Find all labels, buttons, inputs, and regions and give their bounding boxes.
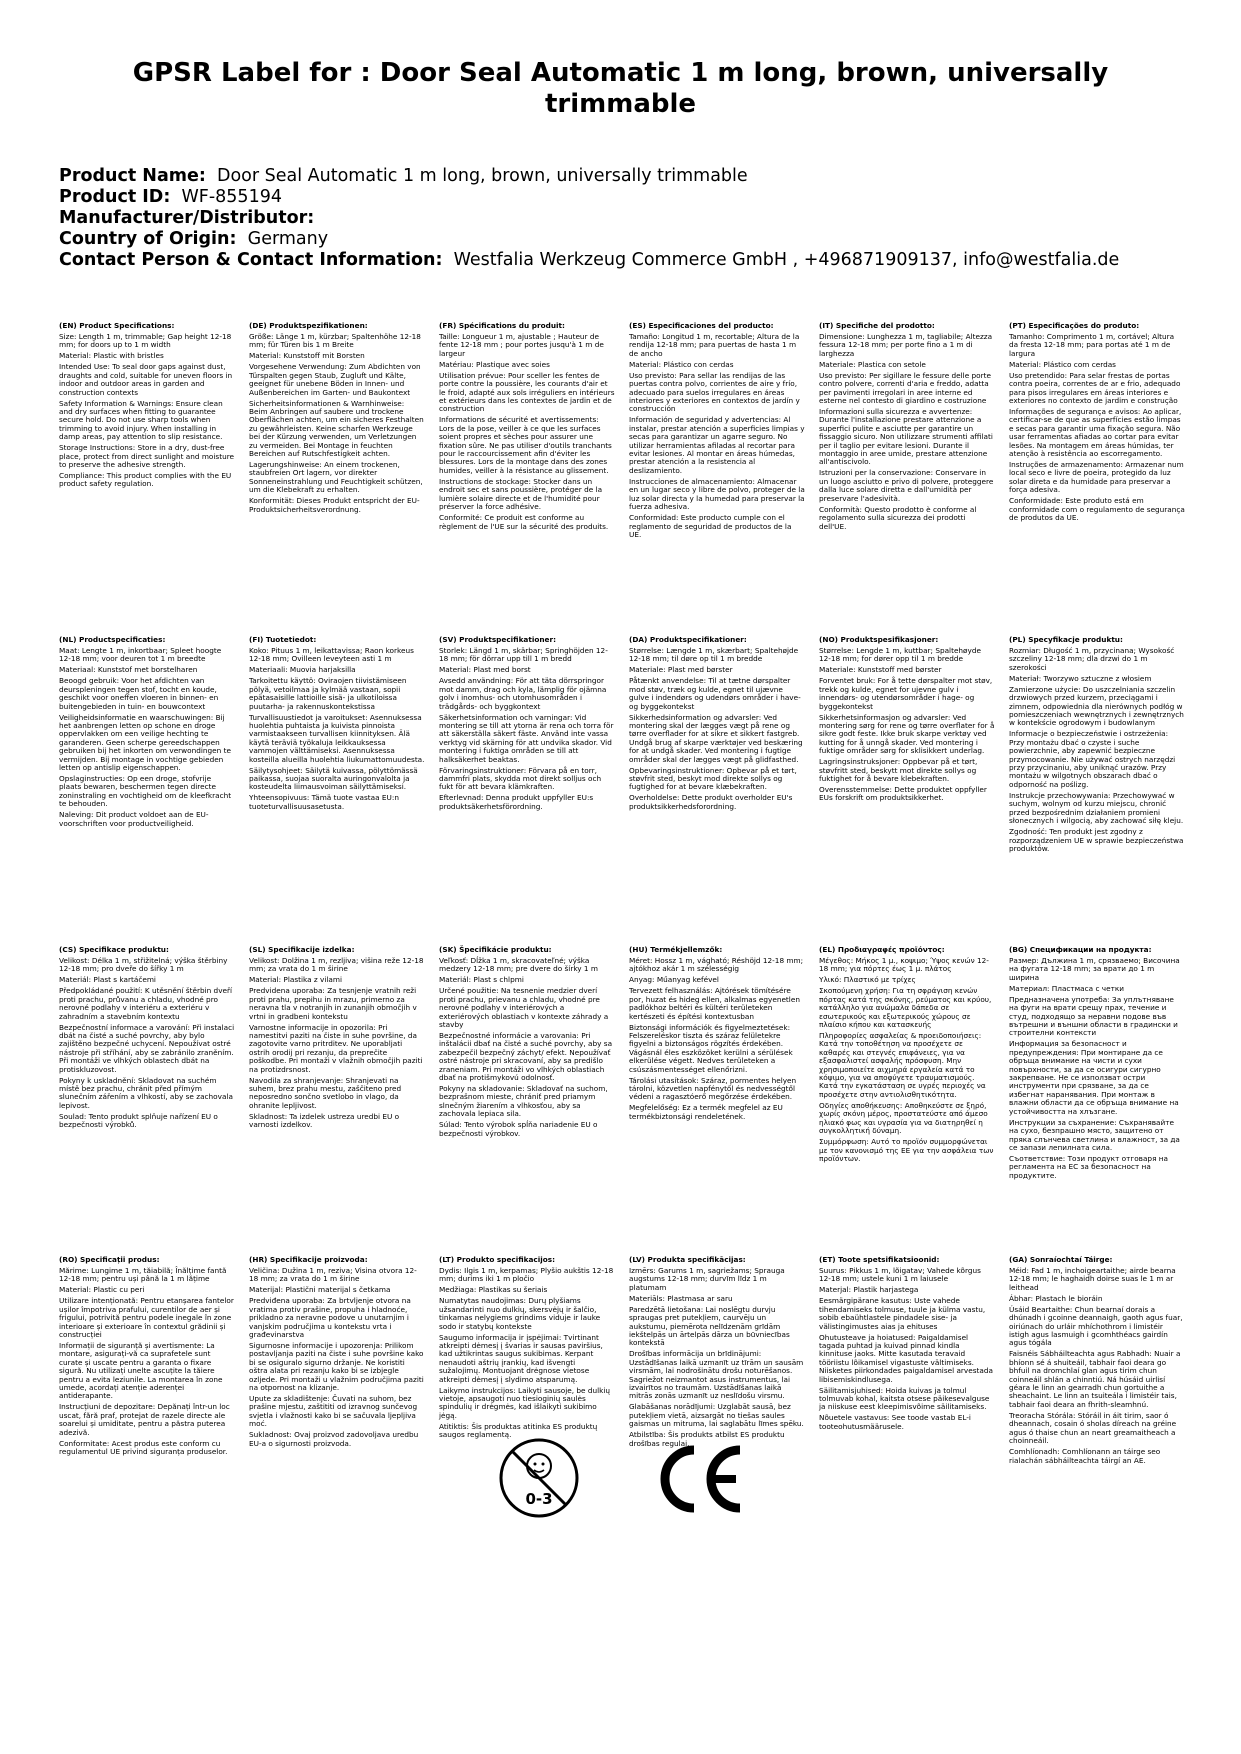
section-paragraph: Tervezett felhasználás: Ajtórések tömítésére por, huzat és hideg ellen, alkalmas egyenetlen padlókhoz beltéri és kültéri területeken kertészeti és építési kontextusban: [629, 986, 800, 1021]
section-paragraph: Súlad: Tento výrobok spĺňa nariadenie EU o bezpečnosti výrobkov.: [439, 1120, 598, 1138]
product-name-row: [59, 166, 1199, 187]
section-paragraph: Material: Plast med borst: [439, 665, 531, 675]
age-warning-0-3-icon: [497, 1430, 581, 1526]
language-section: [249, 322, 425, 517]
language-section: [629, 946, 805, 1124]
section-paragraph: Skladnost: Ta izdelek ustreza uredbi EU o varnosti izdelkov.: [249, 1111, 400, 1130]
section-paragraph: Megfelelőség: Ez a termék megfelel az EU termékbiztonsági rendeletének.: [629, 1103, 783, 1121]
section-heading: (HR) Specifikacije proizvoda:: [249, 1255, 368, 1264]
section-heading: (LV) Produkta specifikācijas:: [629, 1255, 746, 1264]
section-paragraph: Koko: Pituus 1 m, leikattavissa; Raon korkeus 12-18 mm; Ovilleen leveyteen asti 1 m: [249, 646, 414, 664]
section-paragraph: Faisnéis Sábháilteachta agus Rabhadh: Nuair a bhíonn sé á shuiteáil, tabhair faoi deara go bhfuil na dromchlaí glan agus tirim chun coinneáil shlán a chinntiú. Ná húsáid uirlisí géara le linn an gearradh chun gortuithe a sheachaint. Le linn an tsuiteála i limistéir tais, tabhair faoi deara an fhrith-sleamhnú.: [1009, 1349, 1181, 1409]
section-paragraph: Compliance: This product complies with the EU product safety regulation.: [59, 471, 232, 489]
info-label: Product Name:: [59, 166, 206, 186]
language-section: [819, 636, 995, 805]
section-paragraph: Informazioni sulla sicurezza e avvertenze: Durante l'installazione prestare attenzione a superfici pulite e asciutte per garantire un fissaggio sicuro. Non utilizzare strumenti affilati per il taglio per evitare lesioni. Durante il montaggio in aree umide, prestare attenzione all'antiscivolo.: [819, 407, 993, 467]
section-paragraph: Safety Information & Warnings: Ensure clean and dry surfaces when fitting to guarantee secure hold. Do not use sharp tools when trimming to avoid injury. When installing in damp areas, pay attention to slip resistance.: [59, 398, 223, 442]
section-paragraph: Predvidena uporaba: Za tesnjenje vratnih reži proti prahu, prepihu in mrazu, primerno za neravna tla v notranjih in zunanjih območjih v vrtni in gradbeni kontekstu: [249, 986, 417, 1021]
language-section: [249, 1256, 425, 1451]
section-paragraph: Størrelse: Lengde 1 m, kuttbar; Spaltehøyde 12-18 mm; for dører opp til 1 m bredde: [819, 646, 981, 664]
section-paragraph: Overensstemmelse: Dette produktet oppfyller EUs forskrift om produktsikkerhet.: [819, 785, 987, 803]
section-heading: (EN) Product Specifications:: [59, 321, 175, 330]
language-section: [439, 946, 615, 1141]
section-paragraph: Efterlevnad: Denna produkt uppfyller EU:s produktsäkerhetsförordning.: [439, 793, 594, 811]
section-paragraph: Sicherheitsinformationen & Warnhinweise: Beim Anbringen auf saubere und trockene Oberflächen achten, um ein sicheres Festhalten zu gewährleisten. Keine scharfen Werkzeuge bei der Kürzung verwenden, um Verletzungen zu vermeiden. Bei Montage in feuchten Bereichen auf Rutschfestigkeit achten.: [249, 398, 424, 459]
section-paragraph: Material: Plástico con cerdas: [629, 359, 734, 369]
section-paragraph: Sigurnosne informacije i upozorenja: Prilikom postavljanja paziti na čiste i suhe površine kako bi se osiguralo sigurno držanje. Ne koristiti oštra alata pri rezanju kako bi se izbjegle ozljede. Pri montaži u vlažnim područjima paziti na otpornost na klizanje.: [249, 1341, 424, 1393]
section-paragraph: Размер: Дължина 1 m, срязваемо; Височина на фугата 12-18 mm; за врати до 1 m ширина: [1009, 956, 1180, 982]
section-paragraph: Maat: Lengte 1 m, inkortbaar; Spleet hoogte 12-18 mm; voor deuren tot 1 m breedte: [59, 646, 222, 664]
section-paragraph: Utilisation prévue: Pour sceller les fentes de porte contre la poussière, les courants d'air et le froid, adapté aux sols irréguliers en intérieurs et extérieurs dans les contextes de jardin et de construction: [439, 370, 615, 414]
section-paragraph: Materjal: Plastik harjastega: [819, 1285, 919, 1295]
product-id-row: [59, 187, 1199, 208]
section-paragraph: Comhlíonadh: Comhlíonann an táirge seo rialachán sábháilteachta táirgí an AE.: [1009, 1447, 1161, 1465]
section-paragraph: Naleving: Dit product voldoet aan de EU-voorschriften voor productveiligheid.: [59, 810, 209, 828]
language-section: [819, 946, 995, 1166]
section-heading: (PT) Especificações do produto:: [1009, 321, 1140, 330]
section-paragraph: Size: Length 1 m, trimmable; Gap height 12-18 mm; for doors up to 1 m width: [59, 332, 232, 350]
info-value: Door Seal Automatic 1 m long, brown, universally trimmable: [217, 166, 748, 186]
section-paragraph: Numatytas naudojimas: Durų plyšiams užsandarinti nuo dulkių, skersvėjų ir šalčio, tinkamas nelygiems grindims viduje ir lauke sodo ir statybų kontekste: [439, 1296, 601, 1331]
section-paragraph: Συμμόρφωση: Αυτό το προϊόν συμμορφώνεται με τον κανονισμό της ΕΕ για την ασφάλεια των προϊόντων.: [819, 1137, 994, 1163]
ce-mark-icon: [656, 1444, 746, 1514]
section-paragraph: Úsáid Beartaithe: Chun bearnaí dorais a dhúnadh i gcoinne deannaigh, gaoth agus fuar, oiriúnach do urláir mhíchothrom i limistéir istigh agus lasmuigh i gcomhthéacs gairdín agus tógála: [1009, 1304, 1183, 1348]
section-paragraph: Yhteensopivuus: Tämä tuote vastaa EU:n tuoteturvallisuusasetusta.: [249, 793, 399, 811]
section-paragraph: Съответствие: Този продукт отговаря на регламента на ЕС за безопасност на продуктите.: [1009, 1153, 1169, 1180]
section-heading: (CS) Specifikace produktu:: [59, 945, 169, 954]
language-section: [1009, 322, 1185, 525]
section-paragraph: Zamierzone użycie: Do uszczelniania szczelin drzwiowych przed kurzem, przeciągami i zimnem, odpowiednia dla nierównych podłóg w pomieszczeniach wewnętrznych i zewnętrznych w kontekście ogrodowym i budowlanym: [1009, 684, 1184, 728]
section-paragraph: Πληροφορίες ασφαλείας & προειδοποιήσεις: Κατά την τοποθέτηση να προσέχετε σε καθαρές και στεγνές επιφάνειες, για να εξασφαλιστεί ασφαλής πρόσφυση. Μην χρησιμοποιείτε αιχμηρά εργαλεία κατά το κόψιμο, για να αποφύγετε τραυματισμούς. Κατά την εγκατάσταση σε υγρές περιοχές να προσέχετε στην αντιολισθητικότητα.: [819, 1031, 986, 1099]
product-info: [59, 166, 1199, 271]
section-paragraph: Informații de siguranță și avertismente: La montare, asigurați-vă ca suprafetele sunt curate și uscate pentru a garanta o fixare sigură. Nu utilizați unelte ascuțite la tăiere pentru a evita leziunile. La montarea în zone umede, acordați atenție aderenței antiderapante.: [59, 1341, 223, 1401]
section-paragraph: Størrelse: Længde 1 m, skærbart; Spaltehøjde 12-18 mm; til døre op til 1 m bredde: [629, 646, 799, 664]
section-paragraph: Izmērs: Garums 1 m, sagriežams; Sprauga augstums 12-18 mm; durvīm līdz 1 m platumam: [629, 1266, 785, 1292]
section-paragraph: Предназначена употреба: За уплътняване на фуги на врати срещу прах, течение и студ, подходящо за неравни подове във вътрешни и външни области в градински и строителни контексти: [1009, 994, 1178, 1038]
section-heading: (LT) Produkto specifikacijos:: [439, 1255, 556, 1264]
country-row: [59, 229, 1199, 250]
age-label: 0-3: [525, 1490, 553, 1508]
section-paragraph: Saugumo informacija ir įspėjimai: Tvirtinant atkreipti dėmesį į švarias ir sausas paviršius, kad užtikrintas saugus sukibimas. Kerpant nenaudoti aštrių įrankių, kad išvengti sužalojimų. Montuojant drėgnose vietose atkreipti dėmesį į slydimo atsparumą.: [439, 1332, 603, 1384]
section-paragraph: Materiāls: Plastmasa ar saru: [629, 1293, 733, 1303]
section-paragraph: Instrukcje przechowywania: Przechowywać w suchym, wolnym od kurzu miejscu, chronić przed bezpośrednim działaniem promieni słonecznych i wilgocią, aby zachować siłę kleju.: [1009, 790, 1184, 826]
section-heading: (NL) Productspecificaties:: [59, 635, 166, 644]
section-paragraph: Varnostne informacije in opozorila: Pri namestitvi paziti na čiste in suhe površine, da zagotovite varno pritrditev. Ne uporabljati ostrih orodij pri rezanju, da preprečite poškodbe. Pri montaži v vlažnih območjih paziti na protizdrsnost.: [249, 1022, 423, 1074]
section-paragraph: Påtænkt anvendelse: Til at tætne dørspalter mod støv, træk og kulde, egnet til ujævne gulve i indendørs og udendørs områder i have- og byggekontekst: [629, 676, 801, 711]
section-paragraph: Material: Plastic with bristles: [59, 351, 164, 361]
section-paragraph: Předpokládané použití: K utěsnění štěrbin dveří proti prachu, průvanu a chladu, vhodné pro nerovné podlahy v interiéru a exteriéru v zahradním a stavebním kontextu: [59, 986, 233, 1021]
language-section: [819, 322, 995, 534]
section-heading: (NO) Produktspesifikasjoner:: [819, 635, 939, 644]
section-paragraph: Conformità: Questo prodotto è conforme al regolamento sulla sicurezza dei prodotti dell'UE.: [819, 504, 977, 531]
section-paragraph: Pokyny na skladovanie: Skladovať na suchom, bezprašnom mieste, chrániť pred priamym slnečným žiarením a vlhkosťou, aby sa zachovala lepiaca sila.: [439, 1084, 608, 1119]
section-paragraph: Paredzētā lietošana: Lai noslēgtu durvju spraugas pret putekļiem, caurvēju un aukstumu, piemērota nelīdzenām grīdām iekštelpās un ārtelpās dārza un būvniecības kontekstā: [629, 1304, 790, 1348]
section-paragraph: Treoracha Stórála: Stóráil in áit tirim, saor ó dheannach, cosain ó sholas díreach na gréine agus ó thaise chun an neart greamaitheach a choinneáil.: [1009, 1410, 1177, 1446]
compliance-icons: [0, 1430, 1241, 1530]
section-paragraph: Informações de segurança e avisos: Ao aplicar, certificar-se de que as superfícies estão limpas e secas para garantir uma fixação segura. Não usar ferramentas afiadas ao cortar para evitar lesões. Na montagem em áreas húmidas, ter atenção à resistência ao escorregamento.: [1009, 407, 1182, 459]
section-paragraph: Vorgesehene Verwendung: Zum Abdichten von Türspalten gegen Staub, Zugluft und Kälte, geeignet für unebene Böden in Innen- und Außenbereichen im Garten- und Baukontext: [249, 362, 421, 397]
section-paragraph: Intended Use: To seal door gaps against dust, draughts and cold, suitable for uneven floors in indoor and outdoor areas in garden and construction contexts: [59, 362, 233, 397]
section-paragraph: Dydis: Ilgis 1 m, kerpamas; Plyšio aukštis 12-18 mm; durims iki 1 m pločio: [439, 1266, 614, 1284]
section-paragraph: Οδηγίες αποθήκευσης: Αποθηκεύστε σε ξηρό, χωρίς σκόνη μέρος, προστατεύστε από άμεσο ηλιακό φως και υγρασία για να διατηρηθεί η συγκολλητική δύναμη.: [819, 1100, 988, 1136]
section-heading: (EL) Προδιαγραφές προϊόντος:: [819, 945, 945, 954]
section-paragraph: Turvallisuustiedot ja varoitukset: Asennuksessa huolehtia puhtaista ja kuivista pinnoista varmistaakseen turvallisen kiinnityksen. Älä käytä teräviä työkaluja leikkauksessa vammojen välttämiseksi. Asennuksessa kosteilla alueilla huolehtia liukumattomuudesta.: [249, 712, 425, 764]
section-heading: (ES) Especificaciones del producto:: [629, 321, 774, 330]
section-heading: (PL) Specyfikacje produktu:: [1009, 635, 1123, 644]
section-paragraph: Μέγεθος: Μήκος 1 μ., κοψιμο; Ύψος κενών 12-18 mm; για πόρτες έως 1 μ. πλάτος: [819, 956, 989, 974]
section-paragraph: Υλικό: Πλαστικό με τρίχες: [819, 975, 916, 985]
section-paragraph: Laikymo instrukcijos: Laikyti sausoje, be dulkių vietoje, apsaugoti nuo tiesioginių saulės spindulių ir drėgmės, kad išlaikyti sukibimo jėgą.: [439, 1385, 610, 1420]
section-paragraph: Nõuetele vastavus: See toode vastab EL-i tooteohutusmäärusele.: [819, 1413, 971, 1431]
language-section: [439, 1256, 615, 1442]
section-paragraph: Säilytysohjeet: Säilytä kuivassa, pölyttömässä paikassa, suojaa suoralta auringonvalolta ja kosteudelta liimausvoiman säilyttämiseksi.: [249, 765, 418, 792]
section-paragraph: Predviđena uporaba: Za brtvljenje otvora na vratima protiv prašine, propuha i hladnoće, prikladno za neravne podove u unutarnjim i vanjskim područjima u kontekstu vrta i građevinarstva: [249, 1296, 411, 1340]
section-paragraph: Sukladnost: Ovaj proizvod zadovoljava uredbu EU-a o sigurnosti proizvoda.: [249, 1430, 419, 1448]
section-paragraph: Material: Plastic cu peri: [59, 1285, 145, 1295]
section-paragraph: Drošības informācija un brīdinājumi: Uzstādīšanas laikā uzmanīt uz tīrām un sausām virsmām, lai nodrošinātu drošu noturēšanos. Sagriežot neizmantot asus instrumentus, lai izvairītos no traumām. Uzstādīšanas laikā mitrās zonās uzmanīt uz neslīdošu virsmu.: [629, 1349, 804, 1401]
section-paragraph: Taille: Longueur 1 m, ajustable ; Hauteur de fente 12-18 mm ; pour portes jusqu'à 1 m de largeur: [439, 332, 604, 358]
section-paragraph: Инструкции за съхранение: Съхранявайте на сухо, безпрашно място, защитено от пряка слънчева светлина и влажност, за да се запази лепилната сила.: [1009, 1117, 1180, 1152]
section-paragraph: Utilizare intenționată: Pentru etanșarea fantelor ușilor împotriva prafului, curentilor de aer și frigului, potrivită pentru podele inegale în zone interioare și exterioare în contextul grădinii și construcției: [59, 1296, 234, 1340]
section-paragraph: Veličina: Dužina 1 m, reziva; Visina otvora 12-18 mm; za vrata do 1 m širine: [249, 1266, 417, 1284]
manufacturer-row: [59, 208, 1199, 229]
section-paragraph: Materiál: Plast s kartáčemi: [59, 975, 156, 985]
section-paragraph: Konformität: Dieses Produkt entspricht der EU-Produktsicherheitsverordnung.: [249, 496, 420, 514]
section-heading: (SL) Specifikacije izdelka:: [249, 945, 355, 954]
section-heading: (HU) Termékjellemzők:: [629, 945, 723, 954]
language-section: [629, 322, 805, 542]
section-heading: (FI) Tuotetiedot:: [249, 635, 317, 644]
section-paragraph: Materiale: Plastica con setole: [819, 359, 926, 369]
language-section: [629, 636, 805, 814]
section-paragraph: Uso previsto: Para sellar las rendijas de las puertas contra polvo, corrientes de aire y frío, adecuado para suelos irregulares en áreas interiores y exteriores en contextos de jardín y construcción: [629, 370, 800, 414]
section-paragraph: Materijal: Plastični materijal s četkama: [249, 1285, 391, 1295]
info-label: Country of Origin:: [59, 229, 237, 249]
section-paragraph: Istruzioni per la conservazione: Conservare in un luogo asciutto e privo di polvere, proteggere dalla luce solare diretta e dall'umidità per preservare l'adesività.: [819, 468, 994, 503]
section-paragraph: Velikost: Délka 1 m, střižitelná; výška štěrbiny 12-18 mm; pro dveře do šířky 1 m: [59, 956, 228, 974]
section-paragraph: Material: Kunststoff mit Borsten: [249, 351, 365, 361]
section-paragraph: Suurus: Pikkus 1 m, lõigatav; Vahede kõrgus 12-18 mm; ustele kuni 1 m laiusele: [819, 1266, 981, 1284]
language-section: [59, 946, 235, 1132]
section-paragraph: Méret: Hossz 1 m, vágható; Réshöjd 12-18 mm; ajtókhoz akár 1 m szélességig: [629, 956, 804, 974]
section-paragraph: Mărime: Lungime 1 m, tăiabilă; Înălțime fantă 12-18 mm; pentru uși până la 1 m lățime: [59, 1266, 227, 1284]
contact-row: [59, 250, 1199, 271]
section-paragraph: Pokyny k uskladnění: Skladovat na suchém místě bez prachu, chránit před přímým slunečním zářením a vlhkostí, aby se zachovala lepivost.: [59, 1075, 233, 1110]
section-paragraph: Материал: Пластмаса с четки: [1009, 983, 1124, 993]
section-paragraph: Biztonsági információk és figyelmeztetések: Felszereléskor tiszta és száraz felületekre figyelni a biztonságos rögzítés érdekében. Vágásnál éles eszközöket kerülni a sérülések elkerülése végett. Nedves területeken a csúszásmentességet ellenőrizni.: [629, 1022, 793, 1074]
section-paragraph: Navodila za shranjevanje: Shranjevati na suhem, brez prahu mestu, zaščiteno pred neposredno sončno svetlobo in vlago, da ohranite lepljivost.: [249, 1075, 402, 1110]
section-paragraph: Conformidade: Este produto está em conformidade com o regulamento de segurança de produtos da UE.: [1009, 496, 1185, 523]
section-paragraph: Sikkerhedsinformation og advarsler: Ved montering skal der lægges vægt på rene og tørre overflader for at sikre et sikkert fastgreb. Undgå brug af skarpe værktøjer ved beskæring for at undgå skader. Ved montering i fugtige områder skal der lægges vægt på glidfasthed.: [629, 712, 803, 764]
info-value: WF-855194: [181, 187, 282, 207]
section-paragraph: Tárolási utasítások: Száraz, pormentes helyen tárolni, közvetlen napfénytől és nedvességtől védeni a ragasztóerő megőrzése érdekében.: [629, 1075, 797, 1102]
section-paragraph: Uso pretendido: Para selar frestas de portas contra poeira, correntes de ar e frio, adequado para pisos irregulares em áreas interiores e exteriores no contexto de jardim e construção: [1009, 370, 1181, 406]
section-heading: (SV) Produktspecifikationer:: [439, 635, 557, 644]
section-paragraph: Veiligheidsinformatie en waarschuwingen: Bij het aanbrengen letten op schone en droge oppervlakken om een veilige hechting te garanderen. Geen scherpe gereedschappen gebruiken bij het inkorten om verwondingen te vermijden. Bij montage in vochtige gebieden letten op antislip eigenschappen.: [59, 712, 231, 773]
info-value: Germany: [247, 229, 329, 249]
section-heading: (IT) Specifiche del prodotto:: [819, 321, 935, 330]
section-heading: (FR) Spécifications du produit:: [439, 321, 565, 330]
section-paragraph: Overholdelse: Dette produkt overholder EU's produktsikkerhedsforordning.: [629, 793, 793, 811]
language-section: [439, 636, 615, 814]
section-paragraph: Conformité: Ce produit est conforme au règlement de l'UE sur la sécurité des produits.: [439, 513, 609, 531]
language-section: [439, 322, 615, 534]
section-paragraph: Atbilstība: Šis produkts atbilst ES produktu drošības regulai.: [629, 1430, 785, 1448]
section-paragraph: Förvaringsinstruktioner: Förvara på en torr, dammfri plats, skydda mot direkt solljus och fukt för att bevara klämkraften.: [439, 765, 602, 792]
language-section: [1009, 946, 1185, 1183]
section-paragraph: Veľkosť: Dĺžka 1 m, skracovateľné; výška medzery 12-18 mm; pre dvere do šírky 1 m: [439, 956, 598, 974]
section-paragraph: Ábhar: Plastach le bioráin: [1009, 1293, 1103, 1303]
section-paragraph: Opbevaringsinstruktioner: Opbevar på et tørt, støvfrit sted, beskyt mod direkte sollys og fugtighed for at bevare klæbekraften.: [629, 765, 797, 792]
section-heading: (DA) Produktspecifikationer:: [629, 635, 747, 644]
language-section: [629, 1256, 805, 1451]
section-heading: (GA) Sonraíochtaí Táirge:: [1009, 1255, 1113, 1264]
info-label: Contact Person & Contact Information:: [59, 250, 443, 270]
section-paragraph: Anyag: Műanyag kefével: [629, 975, 719, 985]
language-section: [249, 946, 425, 1132]
section-paragraph: Uso previsto: Per sigillare le fessure delle porte contro polvere, correnti d'aria e freddo, adatta per pavimenti irregolari in aree interne ed esterne nel contesto di giardino e costruzione: [819, 370, 991, 406]
section-heading: (BG) Спецификации на продукта:: [1009, 945, 1152, 954]
section-paragraph: Conformidad: Este producto cumple con el reglamento de seguridad de productos de la UE.: [629, 513, 792, 539]
language-section: [59, 322, 235, 491]
section-paragraph: Materiale: Plast med børster: [629, 665, 733, 675]
language-section: [819, 1256, 995, 1434]
section-paragraph: Bezpečnostné informácie a varovania: Pri inštalácii dbať na čisté a suché povrchy, aby sa zabezpečil bezpečný záchyt/ efekt. Nepoužívať ostré nástroje pri skracovaní, aby sa predišlo zraneniam. Pri montáži vo vlhkých oblastiach dbať na protišmykovú odolnosť.: [439, 1031, 613, 1083]
section-paragraph: Dimensione: Lunghezza 1 m, tagliabile; Altezza fessura 12-18 mm; per porte fino a 1 m di larghezza: [819, 332, 993, 358]
section-paragraph: Materiale: Kunststoff med børster: [819, 665, 942, 675]
section-paragraph: Opslaginstructies: Op een droge, stofvrije plaats bewaren, beschermen tegen directe zoninstraling en vochtigheid om de kleefkracht te behouden.: [59, 774, 232, 809]
section-paragraph: Informacje o bezpieczeństwie i ostrzeżenia: Przy montażu dbać o czyste i suche powierzchnie, aby zapewnić bezpieczne przymocowanie. Nie używać ostrych narzędzi przy przycinaniu, aby uniknąć urazów. Przy montażu w wilgotnych obszarach dbać o odporność na poślizg.: [1009, 729, 1176, 789]
section-paragraph: Instrucciones de almacenamiento: Almacenar en un lugar seco y libre de polvo, proteger de la luz solar directa y la humedad para preservar la fuerza adhesiva.: [629, 476, 805, 512]
section-paragraph: Material: Plástico com cerdas: [1009, 359, 1116, 369]
section-paragraph: Größe: Länge 1 m, kürzbar; Spaltenhöhe 12-18 mm; für Türen bis 1 m Breite: [249, 332, 421, 350]
section-paragraph: Eesmärgipärane kasutus: Uste vahede tihendamiseks tolmuse, tuule ja külma vastu, sobib ebaühtlastele pindadele sise- ja välistingimustes aias ja ehituses: [819, 1296, 986, 1331]
section-paragraph: Materiaal: Kunststof met borstelharen: [59, 665, 198, 675]
section-paragraph: Bezpečnostní informace a varování: Při instalaci dbát na čisté a suché povrchy, aby bylo zajištěno bezpečné uchycení. Nepoužívat ostré nástroje při stříhání, aby se zabránilo zraněním. Při montáži ve vlhkých oblastech dbát na protiskluzovost.: [59, 1022, 235, 1074]
section-paragraph: Informations de sécurité et avertissements: Lors de la pose, veiller à ce que les surfaces soient propres et sèches pour assurer une fixation sûre. Ne pas utiliser d'outils tranchants pour le raccourcissement afin d'éviter les blessures. Lors de la montage dans des zones humides, veiller à la résistance au glissement.: [439, 415, 612, 475]
section-paragraph: Glabāšanas norādījumi: Uzglabāt sausā, bez putekļiem vietā, aizsargāt no tiešas saules gaismas un mitruma, lai saglabātu līmes spēku.: [629, 1402, 804, 1429]
language-section: [59, 636, 235, 831]
section-paragraph: Materiał: Tworzywo sztuczne z włosiem: [1009, 673, 1152, 683]
section-paragraph: Atitiktis: Šis produktas atitinka ES produktų saugos reglamentą.: [439, 1421, 598, 1440]
section-heading: (DE) Produktspezifikationen:: [249, 321, 368, 330]
info-value: Westfalia Werkzeug Commerce GmbH , +496871909137, info@westfalia.de: [453, 250, 1120, 270]
section-paragraph: Instructions de stockage: Stocker dans un endroit sec et sans poussière, protéger de la lumière solaire directe et de l'humidité pour préserver la force adhésive.: [439, 476, 603, 512]
section-paragraph: Material: Plastika z vilami: [249, 975, 343, 985]
section-paragraph: Storage Instructions: Store in a dry, dust-free place, protect from direct sunlight and moisture to preserve the adhesive strength.: [59, 443, 235, 470]
section-heading: (RO) Specificații produs:: [59, 1255, 160, 1264]
section-paragraph: Storlek: Längd 1 m, skärbar; Springhöjden 12-18 mm; för dörrar upp till 1 m bredd: [439, 646, 608, 664]
section-heading: (ET) Toote spetsifikatsioonid:: [819, 1255, 940, 1264]
section-paragraph: Información de seguridad y advertencias: Al instalar, prestar atención a superficies limpias y secas para garantizar un agarre seguro. No utilizar herramientas afiladas al recortar para evitar lesiones. Al montar en áreas húmedas, prestar atención a la resistencia al deslizamiento.: [629, 415, 805, 475]
section-paragraph: Určené použitie: Na tesnenie medzier dverí proti prachu, prievanu a chladu, vhodné pre nerovné podlahy v interiérových a exteriérových oblastiach v kontexte záhrady a stavby: [439, 986, 609, 1030]
section-paragraph: Информация за безопасност и предупреждения: При монтиране да се обръща внимание на чисти и сухи повърхности, за да се осигури сигурно закрепване. Не се използват остри инструменти при срязване, за да се избегнат наранявания. При монтаж в влажни области да се обръща внимание на устойчивостта на хлъзгане.: [1009, 1039, 1179, 1116]
section-heading: (SK) Špecifikácie produktu:: [439, 945, 552, 954]
section-paragraph: Upute za skladištenje: Čuvati na suhom, bez prašine mjestu, zaštititi od izravnog sunčevog svjetla i vlažnosti kako bi se sačuvala ljepljiva moć.: [249, 1394, 418, 1429]
section-paragraph: Σκοπούμενη χρήση: Για τη σφράγιση κενών πόρτας κατά της σκόνης, ρεύματος και κρύου, κατάλληλο για ανώμαλα δάπεδα σε εσωτερικούς και εξωτερικούς χώρους σε πλαίσιο κήπου και κατασκευής: [819, 986, 992, 1030]
section-paragraph: Medžiaga: Plastikas su šeriais: [439, 1285, 548, 1295]
language-section: [59, 1256, 235, 1459]
section-paragraph: Conformitate: Acest produs este conform cu regulamentul UE privind siguranța produselor.: [59, 1438, 228, 1457]
section-paragraph: Säilitamisjuhised: Hoida kuivas ja tolmul tolmuvab kohal, kaitsta otsese päikesevalguse ja niiskuse eest kleepimisvõime säilitamiseks.: [819, 1385, 990, 1412]
section-paragraph: Lagringsinstruksjoner: Oppbevar på et tørt, støvfritt sted, beskytt mot direkte sollys og fuktighet for å bevare klebekraften.: [819, 757, 978, 784]
section-paragraph: Tarkoitettu käyttö: Oviraojen tiivistämiseen pölyä, vetoilmaa ja kylmää vastaan, sopii epätasaisille lattioille sisä- ja ulkotiloissa puutarha- ja rakennuskontekstissa: [249, 676, 407, 711]
section-paragraph: Sikkerhetsinformasjon og advarsler: Ved montering sørg for rene og tørre overflater for å sikre godt feste. Ikke bruk skarpe verktøy ved kutting for å unngå skader. Ved montering i fuktige områder sørg for sklisikkert underlag.: [819, 712, 995, 756]
section-paragraph: Rozmiar: Długość 1 m, przycinana; Wysokość szczeliny 12-18 mm; dla drzwi do 1 m szerokości: [1009, 646, 1175, 672]
section-paragraph: Tamaño: Longitud 1 m, recortable; Altura de la rendija 12-18 mm; para puertas de hasta 1 m de ancho: [629, 332, 800, 358]
section-paragraph: Méid: Fad 1 m, inchoigeartaithe; airde bearna 12-18 mm; le haghaidh doirse suas le 1 m ar leithead: [1009, 1266, 1176, 1292]
section-paragraph: Materiál: Plast s chlpmi: [439, 975, 524, 985]
section-paragraph: Ohutusteave ja hoiatused: Paigaldamisel tagada puhtad ja kuivad pinnad kindla kinnituse jaoks. Mitte kasutada teravaid tööriistu lõikamisel vigastuste vältimiseks. Niisketes piirkondades paigaldamisel arvestada libisemiskindlusega.: [819, 1332, 993, 1384]
section-paragraph: Matériau: Plastique avec soies: [439, 359, 550, 369]
section-paragraph: Säkerhetsinformation och varningar: Vid montering se till att ytorna är rena och torra för att säkerställa säkert fäste. Använd inte vassa verktyg vid skärning för att undvika skador. Vid montering i fuktiga områden se till att halksäkerhet beaktas.: [439, 712, 614, 764]
section-paragraph: Forventet bruk: For å tette dørspalter mot støv, trekk og kulde, egnet for ujevne gulv i innendørs- og utendørsområder i hage- og byggekontekst: [819, 676, 993, 711]
section-paragraph: Tamanho: Comprimento 1 m, cortável; Altura da fresta 12-18 mm; para portas até 1 m de largura: [1009, 332, 1175, 358]
section-paragraph: Velikost: Dolžina 1 m, rezljiva; višina reže 12-18 mm; za vrata do 1 m širine: [249, 956, 424, 974]
language-section: [249, 636, 425, 814]
section-paragraph: Instrucțiuni de depozitare: Depănați într-un loc uscat, fără praf, protejat de razele directe ale soarelui și umiditate, pentru a păstra puterea adezivă.: [59, 1402, 230, 1437]
section-paragraph: Materiaali: Muovia harjaksilla: [249, 665, 356, 675]
info-label: Product ID:: [59, 187, 171, 207]
language-section: [1009, 636, 1185, 856]
info-label: Manufacturer/Distributor:: [59, 208, 315, 228]
section-paragraph: Instruções de armazenamento: Armazenar num local seco e livre de poeira, protegido da luz solar direta e da humidade para preservar a força adesiva.: [1009, 460, 1184, 495]
page-title: GPSR Label for : Door Seal Automatic 1 m long, brown, universally trimmable: [132, 58, 1109, 119]
section-paragraph: Avsedd användning: För att täta dörrspringor mot damm, drag och kyla, lämplig för ojämna golv i inomhus- och utomhusområden i trädgårds- och byggkontext: [439, 676, 607, 711]
section-paragraph: Beoogd gebruik: Voor het afdichten van deurspleningen tegen stof, tocht en koude, geschikt voor oneffen vloeren in binnen- en buitengebieden in tuin- en bouwcontext: [59, 676, 219, 711]
section-paragraph: Soulad: Tento produkt splňuje nařízení EU o bezpečnosti výrobků.: [59, 1111, 218, 1130]
section-paragraph: Lagerungshinweise: An einem trockenen, staubfreien Ort lagern, vor direkter Sonneneinstrahlung und Feuchtigkeit schützen, um die Klebekraft zu erhalten.: [249, 460, 423, 495]
section-paragraph: Zgodność: Ten produkt jest zgodny z rozporządzeniem UE w sprawie bezpieczeństwa produktów.: [1009, 827, 1184, 853]
